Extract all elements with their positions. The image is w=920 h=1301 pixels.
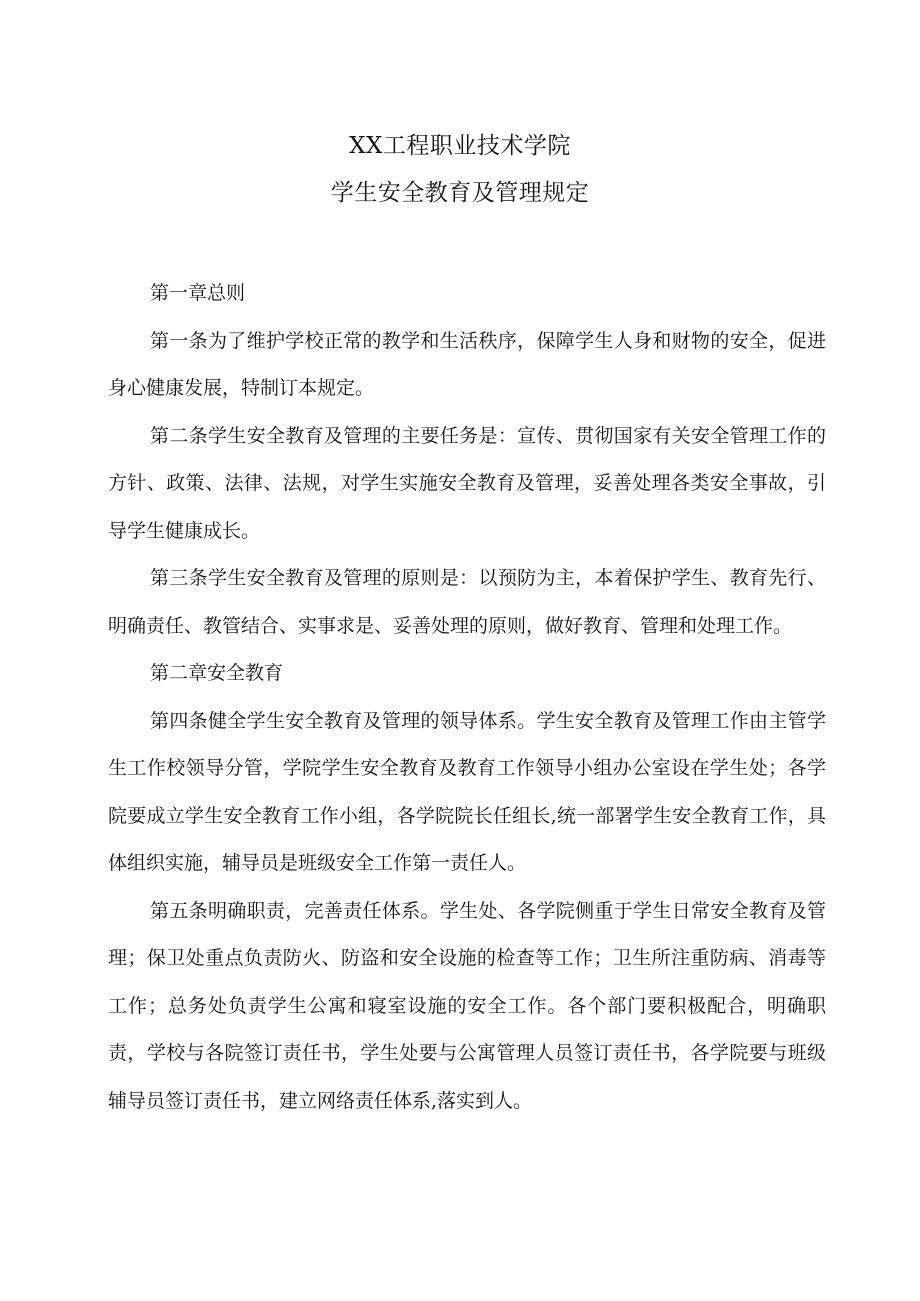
chapter-heading-general: 第一章总则 — [150, 282, 246, 304]
article-1: 第一条为了维护学校正常的教学和生活秩序，保障学生人身和财物的安全，促进身心健康发展，特制订本规定。 — [108, 329, 826, 399]
document-title-regulation: 学生安全教育及管理规定 — [330, 180, 590, 206]
article-3: 第三条学生安全教育及管理的原则是：以预防为主，本着保护学生、教育先行、明确责任、教管结合、实事求是、妥善处理的原则，做好教育、管理和处理工作。 — [108, 567, 826, 637]
chapter-heading-safety-education: 第二章安全教育 — [150, 662, 284, 684]
article-4: 第四条健全学生安全教育及管理的领导体系。学生安全教育及管理工作由主管学生工作校领导分管，学院学生安全教育及教育工作领导小组办公室设在学生处；各学院要成立学生安全教育工作小组，各学院院长任组长,统一部署学生安全教育工作，具体组织实施，辅导员是班级安全工作第一责任人。 — [108, 709, 826, 874]
article-2: 第二条学生安全教育及管理的主要任务是：宣传、贯彻国家有关安全管理工作的方针、政策、法律、法规，对学生实施安全教育及管理，妥善处理各类安全事故，引导学生健康成长。 — [108, 424, 826, 542]
article-5: 第五条明确职责，完善责任体系。学生处、各学院侧重于学生日常安全教育及管理；保卫处重点负责防火、防盗和安全设施的检查等工作；卫生所注重防病、消毒等工作；总务处负责学生公寓和寝室设施的安全工作。各个部门要积极配合，明确职责，学校与各院签订责任书，学生处要与公寓管理人员签订责任书，各学院要与班级辅导员签订责任书，建立网络责任体系,落实到人。 — [108, 899, 826, 1112]
document-body — [108, 270, 826, 1125]
document-title-institution: XX工程职业技术学院 — [349, 133, 571, 159]
